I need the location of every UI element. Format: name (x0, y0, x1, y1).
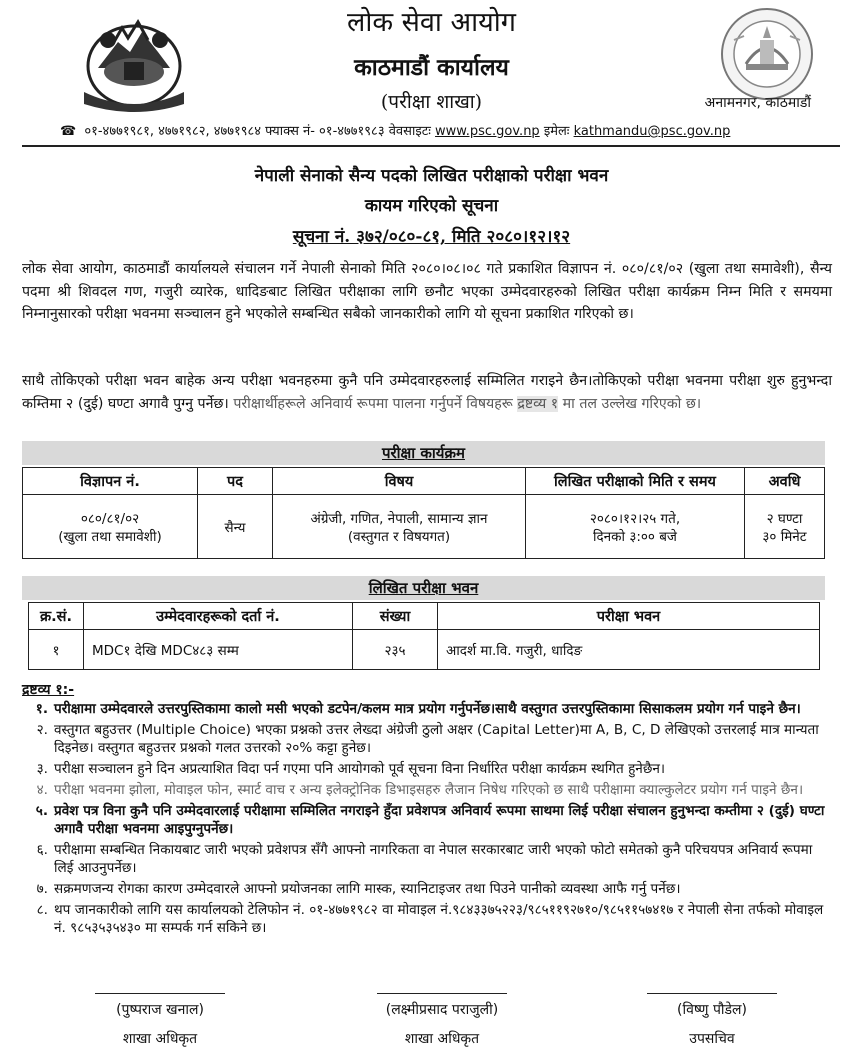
cell-date-time: २०८०।१२।२५ गते, दिनको ३:०० बजे (526, 495, 745, 559)
venue-heading: लिखित परीक्षा भवन (22, 576, 825, 600)
phone-numbers: ०१-४७७१९८१, ४७७१९८२, ४७७१९८४ फ्याक्स नं- ०१-४७७१९८३ वेवसाइटः (84, 124, 431, 139)
signature-line (377, 993, 507, 994)
signatory-1 (80, 993, 240, 1048)
cell-duration: २ घण्टा ३० मिनेट (745, 495, 825, 559)
phone-icon: ☎ (60, 124, 77, 139)
signatory-2 (352, 993, 532, 1048)
para2-text-d: मा तल उल्लेख गरिएको छ। (562, 395, 702, 412)
notice-number-text: सूचना नं. ३७२/०८०-८१, मिति २०८०।१२।१२ (292, 227, 571, 247)
notes-title: द्रष्टव्य १:- (22, 682, 75, 698)
signature-line (647, 993, 777, 994)
col-duration: अवधि (745, 468, 825, 495)
header-divider (22, 145, 840, 147)
col-ad-no: विज्ञापन नं. (23, 468, 198, 495)
list-item: ८. थप जानकारीको लागि यस कार्यालयको टेलिफोन नं. ०१-४७७१९८२ वा मोवाइल नं.९८४३३७५२२३/९८५११९२७१०/९८५११५७४१७ र नेपाली सेना तर्फको मोवाइल नं. ९८५३५३५४३० मा सम्पर्क गर्न सकिने छ। (36, 902, 824, 936)
table-header-row (23, 468, 825, 495)
cell-venue: आदर्श मा.वि. गजुरी, धादिङ (438, 630, 820, 670)
cell-serial: १ (29, 630, 84, 670)
table-header-row (29, 603, 820, 630)
notice-title-line2: कायम गरिएको सूचना (364, 196, 499, 216)
schedule-table (22, 467, 825, 559)
signature-line (95, 993, 225, 994)
schedule-heading: परीक्षा कार्यक्रम (22, 441, 825, 465)
signatory-name: (विष्णु पौडेल) (677, 1002, 747, 1018)
contact-line (60, 121, 730, 139)
notice-title-line1: नेपाली सेनाको सैन्य पदको लिखित परीक्षाको परीक्षा भवन (254, 166, 609, 186)
para2-text-a: साथै तोकिएको परीक्षा भवन बाहेक अन्य परीक्षा भवनहरुमा कुनै पनि उम्मेदवारहरुलाई सम्मिलित गराइने छैन।तोकिएको परीक्षा भवनमा परीक्षा शुरु हुनुभन्दा कम्तिमा २ (दुई) घण्टा अगावै पुग्नु पर्नेछ। (22, 373, 832, 412)
cell-subject: अंग्रेजी, गणित, नेपाली, सामान्य ज्ञान (वस्तुगत र विषयगत) (273, 495, 526, 559)
email-label: इमेलः (543, 124, 570, 139)
cell-count: २३५ (353, 630, 438, 670)
col-count: संख्या (353, 603, 438, 630)
signatory-post: शाखा अधिकृत (404, 1031, 480, 1047)
notice-number (0, 224, 863, 247)
cell-roll-range: MDC१ देखि MDC४८३ सम्म (84, 630, 353, 670)
signatory-name: (पुष्पराज खनाल) (116, 1002, 204, 1018)
table-row (29, 630, 820, 670)
notice-paragraph-1: लोक सेवा आयोग, काठमाडौं कार्यालयले संचालन गर्ने नेपाली सेनाको मिति २०८०।०८।०८ गते प्रकाशित विज्ञापन नं. ०८०/८१/०२ (खुला तथा समावेशी), सैन्य पदमा श्री शिवदल गण, गजुरी व्यारेक, धादिङबाट लिखित परीक्षाका लागि छनौट भएका उम्मेदवारहरुको लिखित परीक्षा कार्यक्रम निम्न मिति र समयमा निम्नानुसारको परीक्षा भवनमा सञ्चालन हुने भएकोले सम्बन्धित सबैको जानकारीको लागि यो सूचना प्रकाशित गरिएको छ। (22, 261, 832, 322)
list-item: ४. परीक्षा भवनमा झोला, मोवाइल फोन, स्मार्ट वाच र अन्य इलेक्ट्रोनिक डिभाइसहरु लैजान निषेध गरिएको छ साथै परीक्षामा क्याल्कुलेटर प्रयोग गर्न पाइने छैन। (36, 782, 804, 798)
list-item: १. परीक्षामा उम्मेदवारले उत्तरपुस्तिकामा कालो मसी भएको डटपेन/कलम मात्र प्रयोग गर्नुपर्नेछ।साथै वस्तुगत उत्तरपुस्तिकामा सिसाकलम प्रयोग गर्न पाइने छैन। (35, 701, 801, 717)
office-address: अनामनगर, काठमाडौं (704, 95, 811, 111)
email-link[interactable]: kathmandu@psc.gov.np (573, 124, 731, 139)
branch-name: (परीक्षा शाखा) (380, 91, 483, 113)
list-item: ५. प्रवेश पत्र विना कुनै पनि उम्मेदवारलाई परीक्षामा सम्मिलित नगराइने हुँदा प्रवेशपत्र अनिवार्य रूपमा साथमा लिई परीक्षा संचालन हुनुभन्दा कम्तीमा २ (दुई) घण्टा अगावै परीक्षा भवनमा आइपुग्नुपर्नेछ। (35, 803, 825, 837)
col-venue: परीक्षा भवन (438, 603, 820, 630)
signatory-post: शाखा अधिकृत (122, 1031, 198, 1047)
col-post: पद (198, 468, 273, 495)
table-row (23, 495, 825, 559)
list-item: ३. परीक्षा सञ्चालन हुने दिन अप्रत्याशित विदा पर्न गएमा पनि आयोगको पूर्व सूचना विना निर्धारित परीक्षा कार्यक्रम स्थगित हुनेछैन। (36, 761, 666, 777)
signatory-name: (लक्ष्मीप्रसाद पराजुली) (385, 1002, 499, 1018)
col-subject: विषय (273, 468, 526, 495)
notes-list (22, 700, 827, 940)
col-date-time: लिखित परीक्षाको मिति र समय (526, 468, 745, 495)
list-item: ६. परीक्षामा सम्बन्धित निकायबाट जारी भएको प्रवेशपत्र सँगै आफ्नो नागरिकता वा नेपाल सरकारबाट जारी भएको फोटो समेतको कुनै परिचयपत्र अनिवार्य रूपमा लिई आउनुपर्नेछ। (36, 842, 813, 876)
notice-paragraph-2 (22, 370, 832, 415)
col-serial: क्र.सं. (29, 603, 84, 630)
cell-ad-no: ०८०/८१/०२ (खुला तथा समावेशी) (23, 495, 198, 559)
para2-text-b: परीक्षार्थीहरूले अनिवार्य रूपमा पालना गर्नुपर्ने विषयहरू (233, 395, 513, 412)
list-item: २. वस्तुगत बहुउत्तर (Multiple Choice) भएका प्रश्नको उत्तर लेख्दा अंग्रेजी ठुलो अक्षर (Capital Letter)मा A, B, C, D लेखिएको उत्तरलाई मात्र मान्यता दिइनेछ। वस्तुगत बहुउत्तर प्रश्नको गलत उत्तरको २०% कट्टा हुनेछ। (36, 722, 819, 756)
venue-table (28, 602, 820, 670)
cell-post: सैन्य (198, 495, 273, 559)
website-link[interactable]: www.psc.gov.np (435, 124, 540, 139)
office-name: काठमाडौं कार्यालय (354, 54, 509, 81)
col-roll-range: उम्मेदवारहरूको दर्ता नं. (84, 603, 353, 630)
letterhead (0, 0, 863, 150)
para2-note-ref: द्रष्टव्य १ (517, 395, 559, 412)
signatory-3 (632, 993, 792, 1048)
psc-logo-icon (716, 6, 818, 102)
signatory-post: उपसचिव (689, 1031, 735, 1047)
org-name: लोक सेवा आयोग (347, 7, 516, 38)
list-item: ७. सक्रमणजन्य रोगका कारण उम्मेदवारले आफ्नो प्रयोजनका लागि मास्क, स्यानिटाइजर तथा पिउने पानीको व्यवस्था आफै गर्नु पर्नेछ। (36, 881, 681, 897)
